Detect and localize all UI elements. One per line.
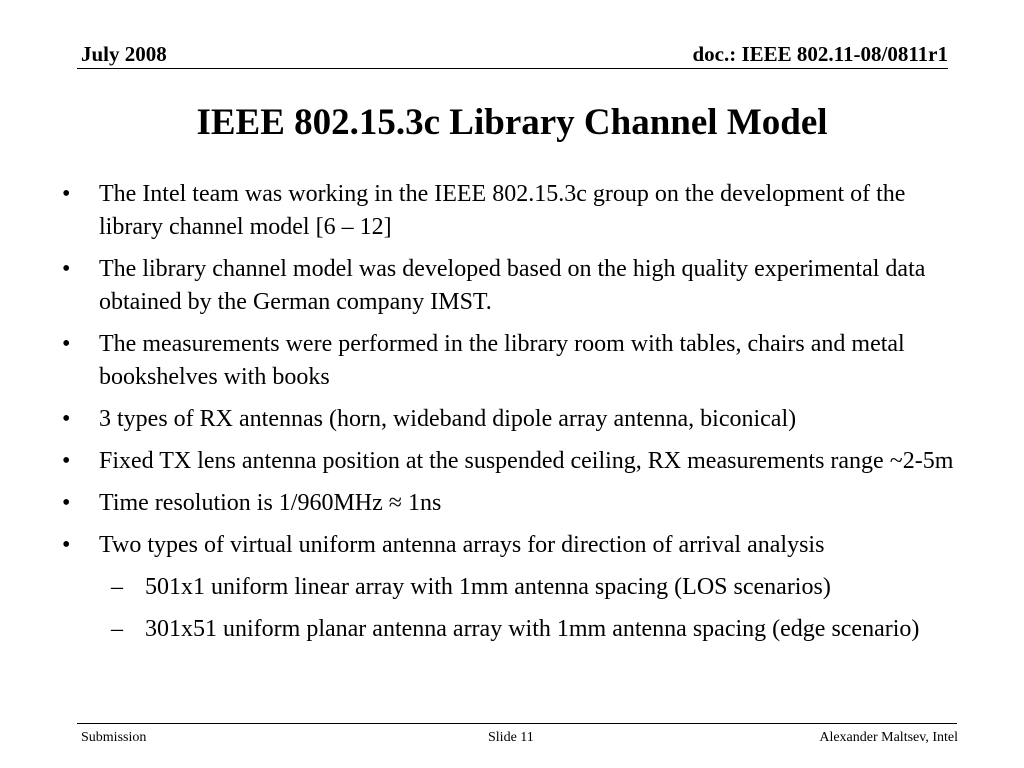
bullet-item [62,328,967,394]
bullet-item [62,445,967,478]
bullet-marker: • [62,256,71,282]
sub-bullet-text: 501x1 uniform linear array with 1mm antenna spacing (LOS scenarios) [145,574,831,600]
bullet-marker: • [62,181,71,207]
bullet-text: The Intel team was working in the IEEE 802.15.3c group on the development of the library channel model [6 – 12] [99,181,906,240]
bullet-marker: • [62,331,71,357]
footer-author: Alexander Maltsev, Intel [819,730,958,745]
sub-bullet-item [62,613,967,646]
bullet-text: The measurements were performed in the library room with tables, chairs and metal bookshelves with books [99,331,905,390]
bullet-text: Fixed TX lens antenna position at the suspended ceiling, RX measurements range ~2-5m [99,448,954,474]
bullet-text: Two types of virtual uniform antenna arrays for direction of arrival analysis [99,532,825,558]
bullet-item [62,178,967,244]
bullet-marker: • [62,490,71,516]
sub-bullet-marker: – [111,616,123,642]
bullet-text: Time resolution is 1/960MHz ≈ 1ns [99,490,442,516]
footer-slide-number: Slide 11 [488,730,534,745]
footer-divider [77,723,957,724]
header-doc-id: doc.: IEEE 802.11-08/0811r1 [692,42,948,66]
bullet-item [62,529,967,562]
bullet-marker: • [62,448,71,474]
sub-bullet-marker: – [111,574,123,600]
bullet-list [62,178,967,655]
header-divider [77,68,948,69]
header-date: July 2008 [81,42,167,66]
bullet-text: The library channel model was developed based on the high quality experimental data obtained by the German company IMST. [99,256,926,315]
bullet-marker: • [62,406,71,432]
sub-bullet-item [62,571,967,604]
bullet-item [62,253,967,319]
bullet-text: 3 types of RX antennas (horn, wideband dipole array antenna, biconical) [99,406,797,432]
bullet-marker: • [62,532,71,558]
footer-submission: Submission [81,730,147,745]
bullet-item [62,403,967,436]
slide-title: IEEE 802.15.3c Library Channel Model [196,102,828,143]
bullet-item [62,487,967,520]
sub-bullet-text: 301x51 uniform planar antenna array with 1mm antenna spacing (edge scenario) [145,616,920,642]
